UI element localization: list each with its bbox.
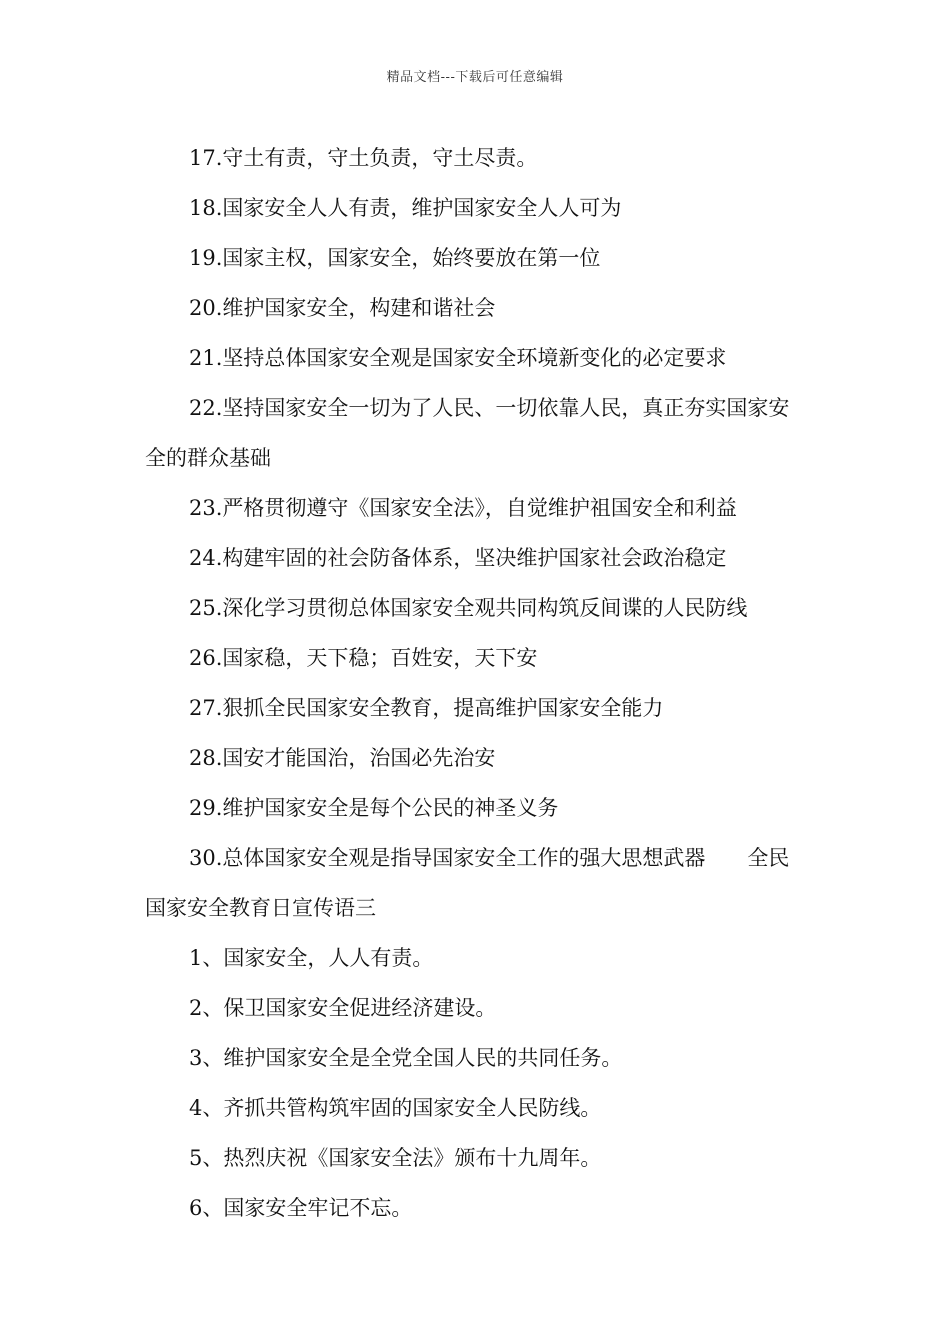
- list-item: 20.维护国家安全，构建和谐社会: [189, 296, 496, 320]
- list-item: 5、热烈庆祝《国家安全法》颁布十九周年。: [189, 1146, 602, 1170]
- list-item: 3、维护国家安全是全党全国人民的共同任务。: [189, 1046, 623, 1070]
- list-item: 21.坚持总体国家安全观是国家安全环境新变化的必定要求: [189, 346, 727, 370]
- list-item: 25.深化学习贯彻总体国家安全观共同构筑反间谍的人民防线: [189, 596, 748, 620]
- list-item: 27.狠抓全民国家安全教育，提高维护国家安全能力: [189, 696, 664, 720]
- list-item: 22.坚持国家安全一切为了人民、一切依靠人民，真正夯实国家安全的群众基础: [145, 396, 790, 470]
- list-item: 6、国家安全牢记不忘。: [189, 1196, 413, 1220]
- list-item: 4、齐抓共管构筑牢固的国家安全人民防线。: [189, 1096, 602, 1120]
- list-item: 1、国家安全，人人有责。: [189, 946, 434, 970]
- list-item: 2、保卫国家安全促进经济建设。: [189, 996, 497, 1020]
- list-item: 29.维护国家安全是每个公民的神圣义务: [189, 796, 559, 820]
- list-item: 24.构建牢固的社会防备体系，坚决维护国家社会政治稳定: [189, 546, 727, 570]
- list-item: 26.国家稳，天下稳；百姓安，天下安: [189, 646, 538, 670]
- list-item: 30.总体国家安全观是指导国家安全工作的强大思想武器 全民国家安全教育日宣传语三: [145, 846, 790, 920]
- list-item: 17.守土有责，守土负责，守土尽责。: [189, 146, 538, 170]
- list-item: 28.国安才能国治，治国必先治安: [189, 746, 496, 770]
- list-item: 18.国家安全人人有责，维护国家安全人人可为: [189, 196, 622, 220]
- document-body: [145, 133, 810, 1233]
- page-header: 精品文档---下载后可任意编辑: [386, 70, 564, 85]
- list-item: 19.国家主权，国家安全，始终要放在第一位: [189, 246, 601, 270]
- list-item: 23.严格贯彻遵守《国家安全法》，自觉维护祖国安全和利益: [189, 496, 737, 520]
